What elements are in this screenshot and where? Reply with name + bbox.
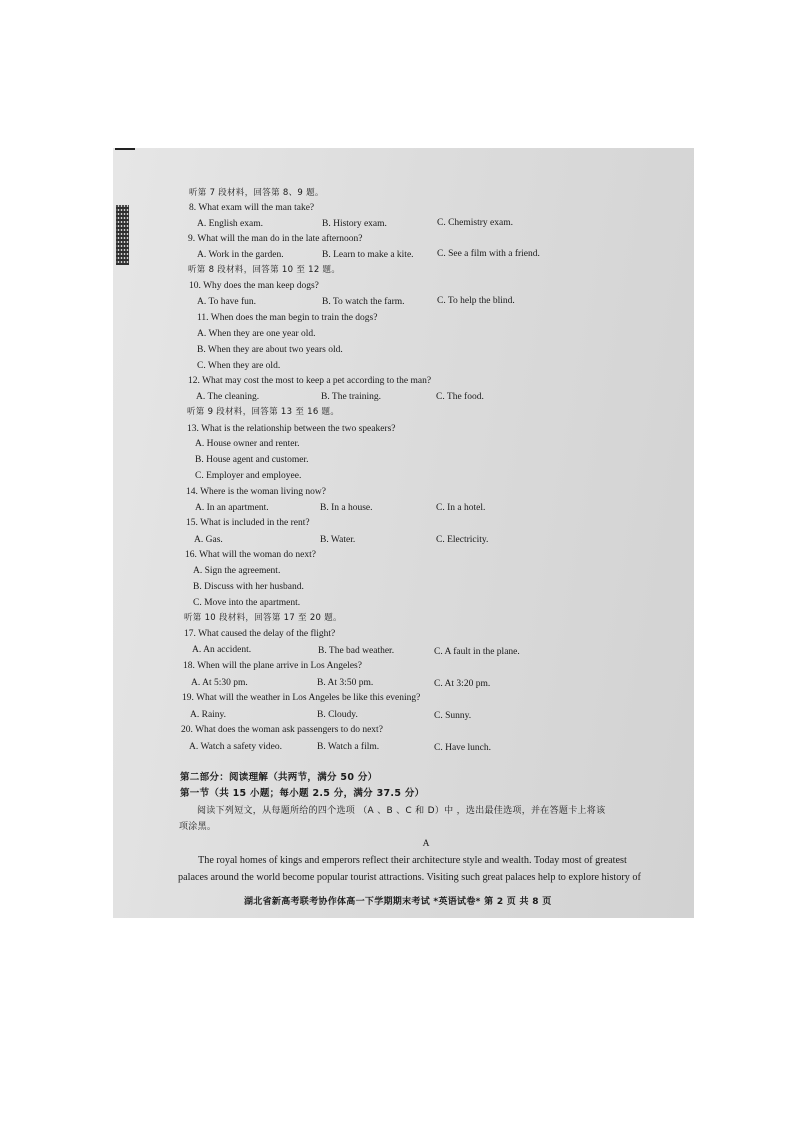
section-header-7: 听第 7 段材料，回答第 8、9 题。	[189, 188, 324, 198]
question-9-option-b: B. Learn to make a kite.	[322, 250, 414, 260]
question-10: 10. Why does the man keep dogs?	[189, 281, 319, 291]
passage-line-1: The royal homes of kings and emperors reflect their architecture style and wealth. Today most of greatest	[198, 855, 627, 866]
question-13-option-a: A. House owner and renter.	[195, 439, 300, 449]
question-9-option-a: A. Work in the garden.	[197, 250, 284, 260]
part-two-title: 第二部分：阅读理解（共两节，满分 50 分）	[180, 772, 378, 783]
question-11: 11. When does the man begin to train the dogs?	[197, 313, 378, 323]
reading-instruction-line2: 项涂黑。	[179, 822, 217, 832]
question-14-option-b: B. In a house.	[320, 503, 373, 513]
question-9: 9. What will the man do in the late afternoon?	[188, 234, 363, 244]
corner-mark	[115, 148, 135, 150]
question-18-option-b: B. At 3:50 pm.	[317, 678, 374, 688]
question-14-option-c: C. In a hotel.	[436, 503, 486, 513]
question-17-option-b: B. The bad weather.	[318, 646, 395, 656]
question-8-option-c: C. Chemistry exam.	[437, 218, 513, 228]
question-14-option-a: A. In an apartment.	[195, 503, 269, 513]
question-19-option-b: B. Cloudy.	[317, 710, 358, 720]
question-16: 16. What will the woman do next?	[185, 550, 316, 560]
question-10-option-a: A. To have fun.	[197, 297, 257, 307]
question-20-option-b: B. Watch a film.	[317, 742, 380, 752]
question-13-option-c: C. Employer and employee.	[195, 471, 302, 481]
question-19-option-c: C. Sunny.	[434, 711, 472, 721]
passage-line-2: palaces around the world become popular tourist attractions. Visiting such great palaces help to explore history of	[178, 872, 641, 883]
question-20-option-c: C. Have lunch.	[434, 743, 491, 753]
question-11-option-c: C. When they are old.	[197, 361, 281, 371]
question-15-option-c: C. Electricity.	[436, 535, 489, 545]
question-8: 8. What exam will the man take?	[189, 203, 315, 213]
question-10-option-c: C. To help the blind.	[437, 296, 515, 306]
question-12: 12. What may cost the most to keep a pet according to the man?	[188, 376, 432, 386]
question-16-option-a: A. Sign the agreement.	[193, 566, 281, 576]
question-17-option-c: C. A fault in the plane.	[434, 647, 520, 657]
question-17: 17. What caused the delay of the flight?	[184, 629, 336, 639]
question-13-option-b: B. House agent and customer.	[195, 455, 309, 465]
section-one-title: 第一节（共 15 小题；每小题 2.5 分，满分 37.5 分）	[180, 788, 425, 799]
question-12-option-b: B. The training.	[321, 392, 381, 402]
question-10-option-b: B. To watch the farm.	[322, 297, 405, 307]
question-12-option-c: C. The food.	[436, 392, 484, 402]
section-header-9: 听第 9 段材料，回答第 13 至 16 题。	[187, 407, 340, 417]
question-19-option-a: A. Rainy.	[190, 710, 227, 720]
question-18: 18. When will the plane arrive in Los Angeles?	[183, 661, 362, 671]
question-13: 13. What is the relationship between the two speakers?	[187, 424, 396, 434]
question-17-option-a: A. An accident.	[192, 645, 252, 655]
reading-instruction-line1: 阅读下列短文，从每题所给的四个选项 （A 、B 、C 和 D）中 ，选出最佳选项，并在答题卡上将该	[197, 806, 606, 816]
page-footer: 湖北省新高考联考协作体高一下学期期末考试 *英语试卷* 第 2 页 共 8 页	[244, 897, 552, 907]
question-18-option-a: A. At 5:30 pm.	[191, 678, 248, 688]
question-20: 20. What does the woman ask passengers to do next?	[181, 725, 383, 735]
passage-label: A	[422, 839, 430, 849]
question-15: 15. What is included in the rent?	[186, 518, 310, 528]
question-15-option-a: A. Gas.	[194, 535, 223, 545]
qr-code-icon	[116, 205, 129, 265]
question-12-option-a: A. The cleaning.	[196, 392, 260, 402]
question-8-option-a: A. English exam.	[197, 219, 263, 229]
question-9-option-c: C. See a film with a friend.	[437, 249, 540, 259]
question-16-option-b: B. Discuss with her husband.	[193, 582, 304, 592]
question-18-option-c: C. At 3:20 pm.	[434, 679, 491, 689]
question-8-option-b: B. History exam.	[322, 219, 387, 229]
section-header-10: 听第 10 段材料，回答第 17 至 20 题。	[184, 613, 342, 623]
question-14: 14. Where is the woman living now?	[186, 487, 326, 497]
question-11-option-b: B. When they are about two years old.	[197, 345, 343, 355]
section-header-8: 听第 8 段材料，回答第 10 至 12 题。	[188, 265, 341, 275]
question-15-option-b: B. Water.	[320, 535, 356, 545]
question-19: 19. What will the weather in Los Angeles be like this evening?	[182, 693, 421, 703]
question-11-option-a: A. When they are one year old.	[197, 329, 316, 339]
question-16-option-c: C. Move into the apartment.	[193, 598, 301, 608]
question-20-option-a: A. Watch a safety video.	[189, 742, 282, 752]
